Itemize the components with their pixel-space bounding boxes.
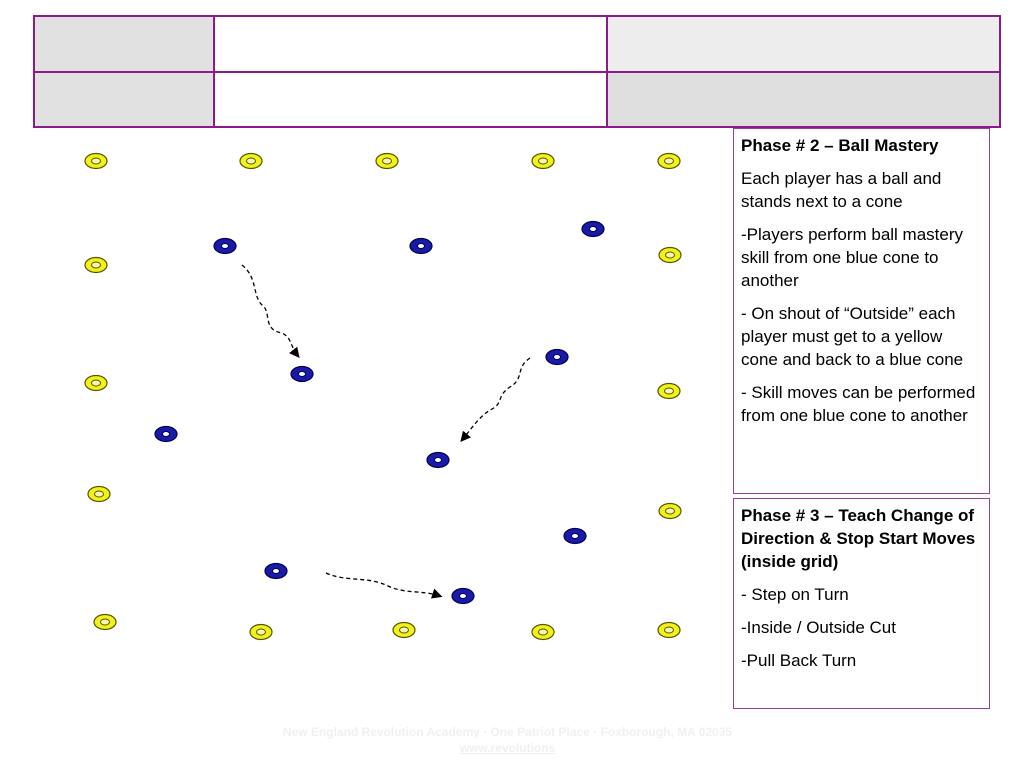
yellow-cone (659, 248, 681, 263)
yellow-cone (393, 623, 415, 638)
phase-2-heading: Phase # 2 – Ball Mastery (741, 136, 939, 155)
phase-2-line: - On shout of “Outside” each player must get to a yellow cone and back to a blue cone (741, 304, 964, 369)
yellow-cone (376, 154, 398, 169)
yellow-cone (250, 625, 272, 640)
yellow-cone (85, 376, 107, 391)
footer-address: New England Revolution Academy · One Patriot Place · Foxborough, MA 02035 (282, 725, 733, 739)
footer (250, 724, 765, 756)
yellow-cone (532, 625, 554, 640)
phase-3-line: -Inside / Outside Cut (741, 618, 896, 637)
phase-2-line: Each player has a ball and stands next to a cone (741, 169, 942, 211)
yellow-cone (658, 154, 680, 169)
footer-link[interactable]: www.revolutions (459, 741, 556, 755)
yellow-cone (532, 154, 554, 169)
blue-cone (410, 239, 432, 254)
yellow-cone (94, 615, 116, 630)
phase-3-line: -Pull Back Turn (741, 651, 857, 670)
yellow-cone (88, 487, 110, 502)
phase-2-line: -Players perform ball mastery skill from one blue cone to another (741, 225, 964, 290)
phase-3-heading: Phase # 3 – Teach Change of Direction & Stop Start Moves (inside grid) (741, 506, 976, 571)
yellow-cone (85, 258, 107, 273)
yellow-cone (658, 623, 680, 638)
blue-cone (452, 589, 474, 604)
yellow-cone (240, 154, 262, 169)
movement-arrow (326, 573, 440, 596)
movement-arrow (242, 265, 298, 356)
phase-2-line: - Skill moves can be performed from one blue cone to another (741, 383, 976, 425)
yellow-cone (659, 504, 681, 519)
blue-cone (564, 529, 586, 544)
phase-2-box (733, 128, 990, 494)
blue-cone (155, 427, 177, 442)
blue-cone (214, 239, 236, 254)
blue-cone (427, 453, 449, 468)
yellow-cone (658, 384, 680, 399)
phase-3-line: - Step on Turn (741, 585, 849, 604)
blue-cone (291, 367, 313, 382)
blue-cone (265, 564, 287, 579)
phase-3-box (733, 498, 990, 709)
blue-cone (582, 222, 604, 237)
blue-cone (546, 350, 568, 365)
movement-arrow (462, 358, 530, 440)
yellow-cone (85, 154, 107, 169)
